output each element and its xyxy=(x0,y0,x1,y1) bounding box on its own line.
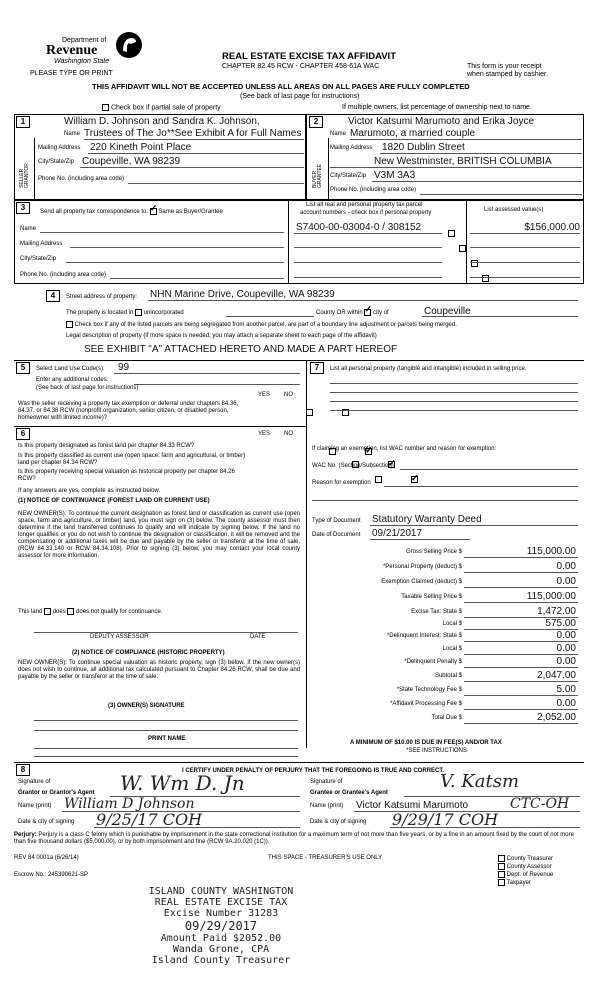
s6-yes: YES xyxy=(258,431,271,437)
located-in xyxy=(66,309,184,317)
seller-name-label: Name xyxy=(64,131,81,137)
s3-phone-label: Phone No. (including area code) xyxy=(20,272,107,278)
stamp-line2: REAL ESTATE EXCISE TAX xyxy=(154,897,288,908)
please-type: PLEASE TYPE OR PRINT xyxy=(30,70,113,77)
doc-date[interactable]: 09/21/2017 xyxy=(372,528,423,539)
buyer-phone-label: Phone No. (including area code) xyxy=(330,187,417,193)
county-or-within-label: County OR within xyxy=(316,310,363,317)
city-of-checkbox[interactable] xyxy=(364,309,371,316)
see-back: (See back of last page for instructions) xyxy=(240,93,360,100)
city-of-label: city of xyxy=(373,310,389,317)
s3-name-label: Name xyxy=(20,226,37,232)
see-instructions: *SEE INSTRUCTIONS xyxy=(406,748,468,754)
fee-row-value[interactable]: 1,472.00 xyxy=(537,606,576,617)
grantor-name-label: Name (print) xyxy=(18,803,52,809)
stamp-line3: Excise Number 31283 xyxy=(163,908,279,919)
seller-phone-label: Phone No. (including area code) xyxy=(38,176,125,182)
seller-mail[interactable]: 220 Kineth Point Place xyxy=(90,142,192,153)
escrow-number: Escrow No.: 245390621-SP xyxy=(14,872,89,878)
fee-row-label: Subtotal $ xyxy=(434,673,462,679)
s5-yes: YES xyxy=(258,392,271,398)
buyer-mail[interactable]: 1820 Dublin Street xyxy=(382,142,465,153)
copy-taxpayer xyxy=(498,879,553,887)
copy-county-assessor-checkbox[interactable] xyxy=(498,863,505,870)
agency-line1: Department of xyxy=(62,37,107,44)
grantor-signature[interactable]: W. Wm D. Jn xyxy=(120,771,245,795)
dor-logo xyxy=(46,30,146,66)
continuance-row xyxy=(18,608,162,616)
buyer-city-line1[interactable]: New Westminster, BRITISH COLUMBIA xyxy=(374,156,552,167)
grantee-date-label: Date & city of signing xyxy=(310,819,367,825)
receipt-line2: when stamped by cashier. xyxy=(467,71,548,78)
fee-row-label: *State Technology Fee $ xyxy=(396,687,462,693)
section-6-number: 6 xyxy=(16,428,30,440)
fee-row-label: Local $ xyxy=(442,621,462,627)
agency-line3: Washington State xyxy=(54,58,110,65)
fee-row-value[interactable]: 2,047.00 xyxy=(537,670,576,681)
notice1-body: NEW OWNER(S): To continue the current designation as forest land or classification as current use (open space, farm and agriculture, or timber) land, you must sign on (3) below. The county assessor must then determine if the land transferred continues to qualify and will indicate by signing below. If the land no longer qualifies or you do not wish to continue the designation or classification, it will be removed and the compensating or additional taxes will be due and payable by the seller or transferor at the time of sale. (RCW 84.33.140 or RCW 84.34.108). Prior to signing (3) below, you may contact your local county assessor for more information. xyxy=(18,511,300,559)
partial-sale xyxy=(102,104,221,112)
does-not-label: does not qualify for continuance. xyxy=(76,609,163,616)
fee-row-label: *Affidavit Processing Fee $ xyxy=(390,701,462,707)
exemption-question: Was the seller receiving a property tax exemption or deferral under chapters 84.36, 84.37, or 84.38 RCW (nonprofit organization, senior citizen, or disabled person, homeowner with limited income)? xyxy=(18,401,239,421)
seller-city[interactable]: Coupeville, WA 98239 xyxy=(82,156,181,167)
copy-taxpayer-checkbox[interactable] xyxy=(498,879,505,886)
assessed-value[interactable]: $156,000.00 xyxy=(524,222,580,233)
stamp-line5: Amount Paid $2052.00 xyxy=(160,933,282,944)
copy-county-treasurer xyxy=(498,855,553,863)
copy-county-treasurer-label: County Treasurer xyxy=(506,856,554,863)
section-7-number: 7 xyxy=(310,362,324,374)
certify-statement: I CERTIFY UNDER PENALTY OF PERJURY THAT THE FOREGOING IS TRUE AND CORRECT. xyxy=(182,768,445,774)
doc-type-label: Type of Document xyxy=(312,518,361,524)
partial-sale-checkbox[interactable] xyxy=(102,104,109,111)
receipt-line1: This form is your receipt xyxy=(467,63,542,70)
buyer-city[interactable]: V3M 3A3 xyxy=(374,170,416,181)
form-title: REAL ESTATE EXCISE TAX AFFIDAVIT xyxy=(222,51,397,62)
if-yes-note: If any answers are yes, complete as instructed below. xyxy=(18,488,161,494)
grantor-printed-name[interactable]: William D Johnson xyxy=(64,796,195,812)
grantor-date-city[interactable]: 9/25/17 COH xyxy=(96,810,203,829)
fee-row-value[interactable]: 0.00 xyxy=(556,643,576,654)
unincorporated-checkbox[interactable] xyxy=(135,309,142,316)
fee-row-value[interactable]: 0.00 xyxy=(556,561,576,572)
same-as-buyer-checkbox[interactable] xyxy=(150,208,157,215)
legal-desc-label: Legal description of property (if more space is needed, you may attach a separate sheet to each page of the affidavit) xyxy=(66,333,377,339)
multiple-owners-note: If multiple owners, list percentage of ownership next to name. xyxy=(342,104,532,111)
parcel-personal-checkbox-2[interactable] xyxy=(459,245,466,252)
dor-logo-mark-icon xyxy=(114,30,144,60)
copy-dept-revenue-checkbox[interactable] xyxy=(498,871,505,878)
doc-type[interactable]: Statutory Warranty Deed xyxy=(372,514,482,525)
seller-city-label: City/State/Zip xyxy=(38,159,75,165)
copy-dept-revenue xyxy=(498,871,553,879)
stamp-line7: Island County Treasurer xyxy=(151,955,291,966)
buyer-name-line1[interactable]: Victor Katsumi Marumoto and Erika Joyce xyxy=(348,116,535,127)
grantee-printed-name[interactable]: Victor Katsumi Marumoto xyxy=(356,800,469,811)
fee-row-value[interactable]: 0.00 xyxy=(556,630,576,641)
copy-taxpayer-label: Taxpayer xyxy=(506,880,531,887)
fee-row-value[interactable]: 2,052.00 xyxy=(537,712,576,723)
fee-row-value[interactable]: 0.00 xyxy=(556,656,576,667)
deputy-date-label: DATE xyxy=(250,634,266,640)
grantor-agent-label: Grantor or Grantor's Agent xyxy=(18,790,95,796)
section-5-number: 5 xyxy=(16,362,30,374)
historic-question: Is this property receiving special valuation as historical property per chapter 84.26 RCW? xyxy=(18,469,235,482)
acceptance-warning: THIS AFFIDAVIT WILL NOT BE ACCEPTED UNLESS ALL AREAS ON ALL PAGES ARE FULLY COMPLETED xyxy=(92,82,470,91)
historic-no-checkbox[interactable] xyxy=(411,476,418,483)
s5-see-back: (See back of last page for instructions) xyxy=(36,385,139,391)
segregated-checkbox[interactable] xyxy=(66,321,73,328)
grantee-date-city[interactable]: 9/29/17 COH xyxy=(392,810,499,829)
s5-no: NO xyxy=(284,392,293,398)
buyer-grantee-label: BUYER GRANTEE xyxy=(312,163,323,188)
historic-yes-checkbox[interactable] xyxy=(375,476,382,483)
doc-date-label: Date of Document xyxy=(312,532,361,538)
grantee-name-label: Name (print) xyxy=(310,803,344,809)
minimum-fee-note: A MINIMUM OF $10.00 IS DUE IN FEE(S) AND/OR TAX xyxy=(350,740,502,746)
send-correspondence xyxy=(40,208,223,216)
stamp-line4: 09/29/2017 xyxy=(184,919,258,933)
fee-row-label: *Personal Property (deduct) $ xyxy=(382,564,462,570)
grantor-date-label: Date & city of signing xyxy=(18,819,75,825)
fee-row-label: Exemption Claimed (deduct) $ xyxy=(381,579,462,585)
treasurer-only: THIS SPACE - TREASURER'S USE ONLY xyxy=(268,855,383,861)
wac-label: WAC No. (Section/Subsection) xyxy=(312,463,394,469)
section-3-number: 3 xyxy=(16,202,30,214)
notice2-title: (2) NOTICE OF COMPLIANCE (HISTORIC PROPERTY) xyxy=(72,650,225,656)
perjury-label: Perjury: xyxy=(14,832,37,838)
notice1-title: (1) NOTICE OF CONTINUANCE (FOREST LAND OR CURRENT USE) xyxy=(18,498,210,504)
s3-city-label: City/State/Zip xyxy=(20,256,57,262)
fee-row-value[interactable]: 575.00 xyxy=(545,618,576,629)
copy-county-treasurer-checkbox[interactable] xyxy=(498,855,505,862)
stamp-line6: Wanda Grone, CPA xyxy=(172,944,270,955)
fee-row-label: *Delinquent Penalty $ xyxy=(404,659,462,665)
property-street[interactable]: NHN Marine Drive, Coupeville, WA 98239 xyxy=(150,289,335,300)
fee-row-label: Local $ xyxy=(442,646,462,652)
buyer-city-label: City/State/Zip xyxy=(330,173,367,179)
additional-codes-label: Enter any additional codes: xyxy=(36,377,109,383)
fee-row-label: Gross Selling Price $ xyxy=(405,549,462,555)
copy-county-assessor-label: County Assessor xyxy=(506,864,552,871)
deputy-assessor-label: DEPUTY ASSESSOR xyxy=(90,634,149,640)
unincorporated-label: unincorporated xyxy=(143,310,184,317)
reason-label: Reason for exemption xyxy=(312,480,371,486)
segregated-label: Check box if any of the listed parcels are being segregated from another parcel, are part of a boundary line adjustment or parcels being merged. xyxy=(74,322,457,329)
fee-row-value[interactable]: 0.00 xyxy=(556,698,576,709)
section-8-number: 8 xyxy=(16,764,30,776)
treasurer-stamp xyxy=(96,886,346,966)
perjury-text: Perjury is a class C felony which is punishable by imprisonment in the state correctional institution for a maximum term of not more than five years, or by a fine in an amount fixed by the court of not more than five thousand dollars ($5,000.00), or by both imprisonment and fine (RCW 9A.20.020 (1C)). xyxy=(14,832,574,845)
s6-no: NO xyxy=(284,431,293,437)
segregated-row xyxy=(66,321,566,329)
does-checkbox[interactable] xyxy=(44,608,51,615)
grantee-name-extra[interactable]: CTC-OH xyxy=(510,796,570,812)
same-as-buyer-label: Same as Buyer/Grantee xyxy=(158,209,223,216)
parcel-header2: account numbers - check box if personal property xyxy=(300,210,432,216)
located-label: The property is located in xyxy=(66,310,134,317)
owner-signature-label: (3) OWNER(S) SIGNATURE xyxy=(108,703,185,709)
land-use-label: Select Land Use Code(s): xyxy=(36,366,105,372)
fee-row-label: Total Due $ xyxy=(431,715,462,721)
fee-row-label: *Delinquent Interest: State $ xyxy=(386,633,462,639)
seller-name-line2[interactable]: Trustees of The Jo**See Exhibit A for Full Names xyxy=(84,128,302,139)
notice2-body: NEW OWNER(S): To continue special valuation as historic property, sign (3) below. If the new owner(s) does not wish to continue, all additional tax calculated pursuant to Chapter 84.26 RCW, shall be due and payable by the seller or transferor at the time of sale. xyxy=(18,660,300,680)
does-label: does xyxy=(52,609,66,616)
buyer-name-label: Name xyxy=(330,131,347,137)
current-use-question: Is this property classified as current use (open space, farm and agricultural, or timber) land per chapter 84.34 RCW? xyxy=(18,453,246,466)
seller-name-line1[interactable]: William D. Johnson and Sandra K. Johnson, xyxy=(64,116,260,127)
form-subtitle: CHAPTER 82.45 RCW - CHAPTER 458-61A WAC xyxy=(222,63,380,70)
s3-mail-label: Mailing Address xyxy=(20,241,63,247)
partial-sale-label: Check box if partial sale of property xyxy=(110,104,221,112)
legal-exhibit[interactable]: SEE EXHIBIT "A" ATTACHED HERETO AND MADE A PART HEREOF xyxy=(84,344,398,355)
fee-row-value[interactable]: 115,000.00 xyxy=(526,546,576,557)
rev-number: REV 84 0001a (6/26/14) xyxy=(14,855,79,861)
personal-property-label: List all personal property (tangible and intangible) included in selling price. xyxy=(330,366,527,372)
street-label: Street address of property: xyxy=(66,294,138,300)
fee-row-label: Excise Tax: State $ xyxy=(411,609,462,615)
claiming-exemption-label: If claiming an exemption, list WAC number and reason for exemption: xyxy=(312,446,497,452)
buyer-mail-label: Mailing Address xyxy=(330,145,373,151)
grantee-signature[interactable]: V. Katsm xyxy=(440,771,520,792)
land-use-code[interactable]: 99 xyxy=(118,362,130,373)
seller-grantor-label: SELLER GRANTOR xyxy=(19,163,30,188)
stamp-line1: ISLAND COUNTY WASHINGTON xyxy=(148,886,294,897)
agency-line2: Revenue xyxy=(46,43,98,58)
copy-dept-revenue-label: Dept. of Revenue xyxy=(506,872,554,879)
this-land-label: This land xyxy=(18,609,43,616)
fee-row-value[interactable]: 0.00 xyxy=(556,576,576,587)
section-1-number: 1 xyxy=(16,116,30,128)
parcel-personal-checkbox-1[interactable] xyxy=(448,230,455,237)
perjury-notice xyxy=(14,832,584,846)
section-4-number: 4 xyxy=(46,290,60,302)
buyer-name-line2[interactable]: Marumoto, a married couple xyxy=(350,128,476,139)
exempt-yes-checkbox[interactable] xyxy=(306,409,313,416)
forest-question: Is this property designated as forest land per chapter 84.33 RCW? xyxy=(18,443,195,449)
copy-distribution xyxy=(498,855,553,887)
assessed-header: List assessed value(s) xyxy=(484,207,544,213)
print-name-label: PRINT NAME xyxy=(148,736,186,742)
fee-row-value[interactable]: 5.00 xyxy=(556,684,576,695)
property-city[interactable]: Coupeville xyxy=(424,306,471,317)
parcel-header1: List all real and personal property tax parcel xyxy=(306,202,423,208)
section-2-number: 2 xyxy=(309,116,323,128)
send-label: Send all property tax correspondence to: xyxy=(40,209,149,216)
seller-mail-label: Mailing Address xyxy=(38,145,81,151)
grantee-sig-of: Signature of xyxy=(310,779,343,785)
copy-county-assessor xyxy=(498,863,553,871)
center-divider xyxy=(306,360,307,748)
parcel-number[interactable]: S7400-00-03004-0 / 308152 xyxy=(296,222,422,233)
grantee-agent-label: Grantee or Grantee's Agent xyxy=(310,790,388,796)
county-or-within xyxy=(316,309,389,317)
grantor-sig-of: Signature of xyxy=(18,779,51,785)
fee-row-label: Taxable Selling Price $ xyxy=(401,594,462,600)
fee-row-value[interactable]: 115,000.00 xyxy=(526,591,576,602)
does-not-checkbox[interactable] xyxy=(67,608,74,615)
